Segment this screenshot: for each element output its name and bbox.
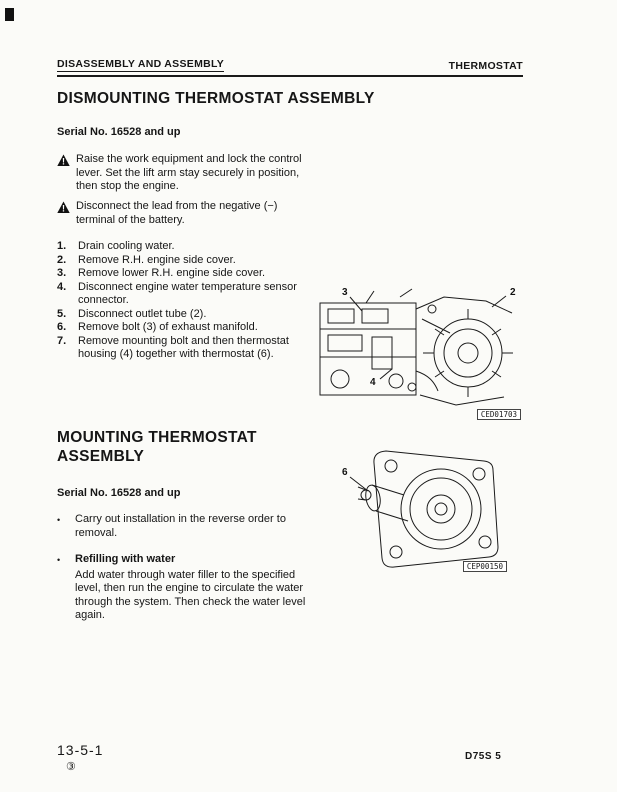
svg-text:!: ! xyxy=(62,156,65,167)
step-number: 1. xyxy=(57,240,67,252)
step-item xyxy=(57,321,317,335)
note-text: Add water through water filler to the specified level, then run the engine to circulate the water through the system. Then check the water level again. xyxy=(75,568,306,621)
step-number: 4. xyxy=(57,280,67,293)
section2-title: MOUNTING THERMOSTAT ASSEMBLY xyxy=(57,429,257,465)
model-code: D75S 5 xyxy=(465,751,502,762)
note-title: Refilling with water xyxy=(75,553,176,565)
warning-icon xyxy=(57,154,70,194)
bullet-icon: • xyxy=(57,515,61,525)
step-number: 6. xyxy=(57,321,67,333)
figure-caption: CEP00150 xyxy=(463,561,507,572)
figure-engine-illustration xyxy=(316,279,522,421)
note-item xyxy=(57,513,315,540)
step-text: Remove bolt (3) of exhaust manifold. xyxy=(78,321,258,333)
step-number: 7. xyxy=(57,334,67,347)
callout-6: 6 xyxy=(342,467,348,478)
step-item xyxy=(57,240,317,254)
bullet-icon: • xyxy=(57,555,61,565)
note-text: Carry out installation in the reverse order to removal. xyxy=(75,513,286,539)
step-number: 5. xyxy=(57,307,67,320)
warning-text: Raise the work equipment and lock the control lever. Set the lift arm stay securely in position, then stop the engine. xyxy=(76,153,302,192)
step-item xyxy=(57,308,317,322)
step-text: Drain cooling water. xyxy=(78,240,175,252)
step-item xyxy=(57,335,317,362)
warning-block-2 xyxy=(57,200,311,227)
section1-title: DISMOUNTING THERMOSTAT ASSEMBLY xyxy=(57,90,375,107)
step-text: Disconnect outlet tube (2). xyxy=(78,307,207,320)
page-header xyxy=(57,58,523,77)
procedure-steps xyxy=(57,240,317,362)
registration-mark xyxy=(5,8,14,21)
step-item xyxy=(57,267,317,281)
step-item xyxy=(57,281,317,308)
section1-serial-note: Serial No. 16528 and up xyxy=(57,126,181,138)
callout-2: 2 xyxy=(510,287,516,298)
figure-thermostat-housing xyxy=(328,437,508,573)
step-text: Disconnect engine water temperature sensor connector. xyxy=(78,280,297,306)
section2-notes xyxy=(57,513,315,636)
callout-4: 4 xyxy=(370,377,376,388)
step-number: 3. xyxy=(57,267,67,279)
step-number: 2. xyxy=(57,253,67,266)
note-content xyxy=(75,553,315,623)
step-item xyxy=(57,254,317,268)
page-number-revision: ③ xyxy=(66,761,76,773)
section2-serial-note: Serial No. 16528 and up xyxy=(57,487,181,499)
step-text: Remove mounting bolt and then thermostat housing (4) together with thermostat (6). xyxy=(78,334,289,360)
page-number: 13-5-1 xyxy=(57,742,104,758)
figure-caption: CED01703 xyxy=(477,409,521,420)
header-section-title: DISASSEMBLY AND ASSEMBLY xyxy=(57,58,225,70)
warning-text: Disconnect the lead from the negative (−) terminal of the battery. xyxy=(76,200,278,226)
step-text: Remove lower R.H. engine side cover. xyxy=(78,267,266,279)
engine-line-art xyxy=(316,279,522,421)
step-text: Remove R.H. engine side cover. xyxy=(78,253,236,266)
housing-line-art xyxy=(328,437,508,573)
callout-3: 3 xyxy=(342,287,348,298)
note-item xyxy=(57,553,315,623)
header-topic: THERMOSTAT xyxy=(448,60,523,72)
warning-block-1 xyxy=(57,153,311,194)
svg-text:!: ! xyxy=(62,203,65,214)
warning-icon xyxy=(57,201,70,227)
